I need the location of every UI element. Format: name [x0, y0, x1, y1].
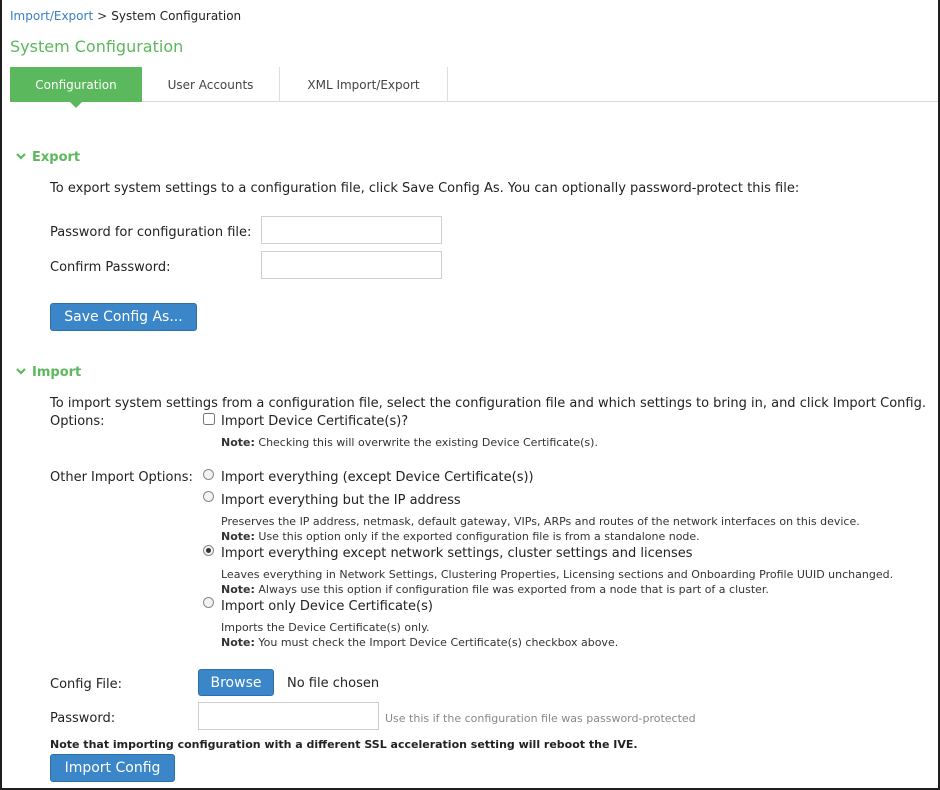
chevron-down-icon	[16, 151, 26, 161]
options-label: Options:	[50, 414, 105, 429]
note-text: Use this option only if the exported configuration file is from a standalone node.	[254, 530, 700, 543]
device-cert-note-text: Checking this will overwrite the existing Device Certificate(s).	[254, 436, 598, 449]
radio-import-everything-label: Import everything (except Device Certificate(s))	[221, 470, 534, 485]
note-text: You must check the Import Device Certificate(s) checkbox above.	[254, 636, 619, 649]
import-config-button[interactable]: Import Config	[50, 754, 175, 782]
radio-import-only-device-cert-desc: Imports the Device Certificate(s) only.	[221, 621, 430, 634]
note-label: Note:	[221, 436, 255, 449]
note-label: Note:	[221, 583, 255, 596]
import-password-input[interactable]	[198, 702, 379, 730]
breadcrumb	[10, 9, 241, 23]
export-confirm-input[interactable]	[261, 251, 442, 279]
export-password-label: Password for configuration file:	[50, 225, 252, 240]
radio-import-only-device-cert-label: Import only Device Certificate(s)	[221, 599, 433, 614]
radio-import-only-device-cert-note	[221, 636, 618, 649]
radio-import-except-network[interactable]	[203, 545, 214, 556]
tab-xml-import-export[interactable]: XML Import/Export	[280, 67, 448, 102]
radio-import-only-device-cert[interactable]	[203, 597, 214, 608]
export-section-header[interactable]	[16, 150, 80, 165]
ssl-warning: Note that importing configuration with a different SSL acceleration setting will reboot the IVE.	[50, 738, 638, 751]
radio-import-all-but-ip[interactable]	[203, 491, 214, 502]
save-config-as-button[interactable]: Save Config As...	[50, 303, 197, 331]
radio-import-all-but-ip-desc: Preserves the IP address, netmask, default gateway, VIPs, ARPs and routes of the network interfaces on this device.	[221, 515, 860, 528]
breadcrumb-separator: >	[97, 9, 108, 23]
breadcrumb-current: System Configuration	[111, 9, 242, 23]
radio-import-everything[interactable]	[203, 469, 214, 480]
browse-button[interactable]: Browse	[198, 669, 274, 696]
device-cert-note	[221, 436, 598, 449]
import-section-header[interactable]	[16, 365, 81, 380]
import-device-cert-checkbox[interactable]	[203, 413, 215, 425]
file-status: No file chosen	[287, 676, 380, 691]
import-password-hint: Use this if the configuration file was password-protected	[385, 712, 696, 725]
radio-import-except-network-label: Import everything except network settings, cluster settings and licenses	[221, 546, 693, 561]
export-description: To export system settings to a configuration file, click Save Config As. You can optionally password-protect this file:	[50, 181, 800, 196]
tab-configuration[interactable]: Configuration	[10, 67, 142, 102]
import-description: To import system settings from a configuration file, select the configuration file and which settings to bring in, and click Import Config.	[50, 396, 926, 411]
tab-user-accounts[interactable]: User Accounts	[142, 67, 280, 102]
chevron-down-icon	[16, 366, 26, 376]
export-confirm-label: Confirm Password:	[50, 260, 171, 275]
note-label: Note:	[221, 530, 255, 543]
radio-import-except-network-desc: Leaves everything in Network Settings, Clustering Properties, Licensing sections and Onboarding Profile UUID unchanged.	[221, 568, 894, 581]
tab-bar	[10, 67, 938, 102]
note-text: Always use this option if configuration file was exported from a node that is part of a cluster.	[254, 583, 769, 596]
note-label: Note:	[221, 636, 255, 649]
other-import-options-label: Other Import Options:	[50, 470, 193, 485]
radio-import-except-network-note	[221, 583, 769, 596]
export-password-input[interactable]	[261, 216, 442, 244]
page-title: System Configuration	[10, 37, 184, 56]
radio-import-all-but-ip-note	[221, 530, 700, 543]
radio-import-all-but-ip-label: Import everything but the IP address	[221, 493, 461, 508]
import-heading: Import	[32, 365, 82, 380]
breadcrumb-link-import-export[interactable]: Import/Export	[10, 9, 94, 23]
config-file-label: Config File:	[50, 677, 122, 692]
export-heading: Export	[32, 150, 81, 165]
import-password-label: Password:	[50, 711, 116, 726]
import-device-cert-label: Import Device Certificate(s)?	[221, 414, 409, 429]
